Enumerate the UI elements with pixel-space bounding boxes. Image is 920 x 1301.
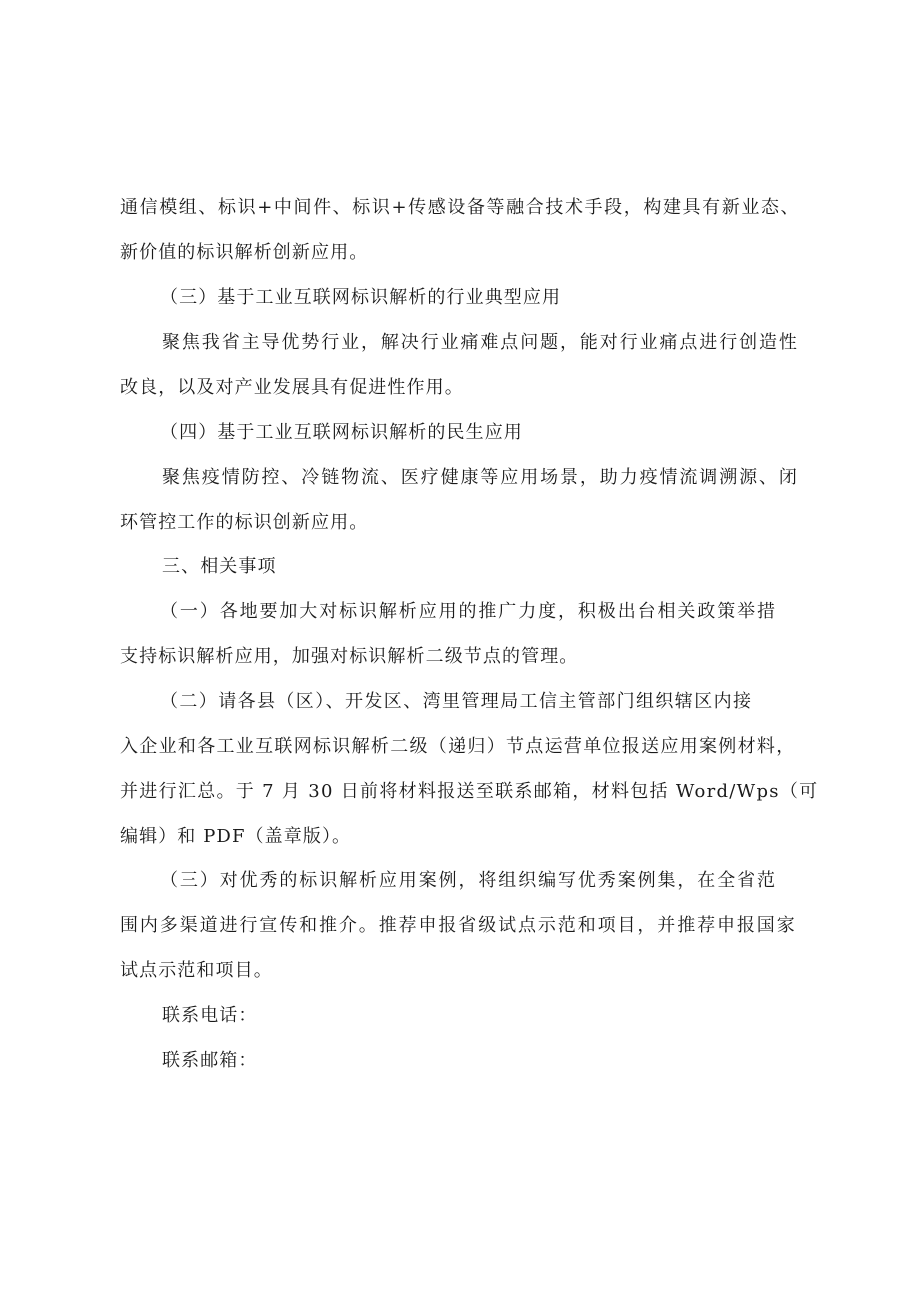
text-line: （一）各地要加大对标识解析应用的推广力度，积极出台相关政策举措 [160,601,777,622]
section-heading: 三、相关事项 [162,556,277,577]
text-line: 聚焦我省主导优势行业，解决行业痛难点问题，能对行业痛点进行创造性 [162,332,799,353]
contact-email-label: 联系邮箱： [162,1050,258,1071]
text-line: （二）请各县（区）、开发区、湾里管理局工信主管部门组织辖区内接 [160,691,753,712]
contact-phone-label: 联系电话： [162,1005,258,1026]
text-line: 通信模组、标识+中间件、标识+传感设备等融合技术手段，构建具有新业态、 [120,197,801,218]
text-line: （三）对优秀的标识解析应用案例，将组织编写优秀案例集，在全省范 [160,870,777,891]
text-line: 入企业和各工业互联网标识解析二级（递归）节点运营单位报送应用案例材料， [120,736,796,757]
text-line: 围内多渠道进行宣传和推介。推荐申报省级试点示范和项目，并推荐申报国家 [120,915,797,936]
text-line: 聚焦疫情防控、冷链物流、医疗健康等应用场景，助力疫情流调溯源、闭 [162,467,799,488]
text-line: 编辑）和 PDF（盖章版）。 [120,826,352,847]
text-line: 支持标识解析应用，加强对标识解析二级节点的管理。 [120,646,579,667]
text-line: 环管控工作的标识创新应用。 [120,512,369,533]
text-line: 试点示范和项目。 [120,960,273,981]
text-line: 新价值的标识解析创新应用。 [120,242,369,263]
section-heading: （三）基于工业互联网标识解析的行业典型应用 [160,287,562,308]
section-heading: （四）基于工业互联网标识解析的民生应用 [160,422,523,443]
text-line: 改良，以及对产业发展具有促进性作用。 [120,377,464,398]
text-line: 并进行汇总。于 7 月 30 日前将材料报送至联系邮箱，材料包括 Word/Wps（可 [120,781,819,802]
